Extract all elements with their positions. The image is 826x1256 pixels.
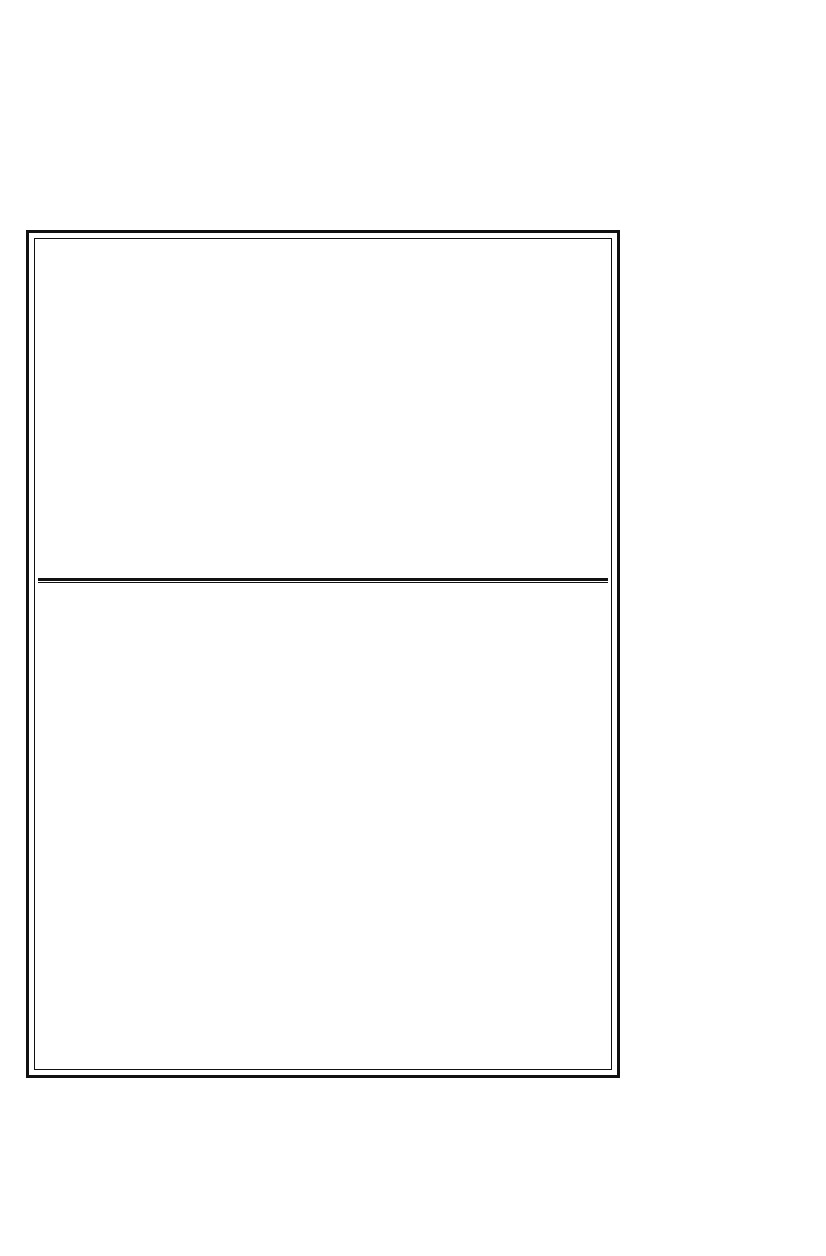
box-divider-thin xyxy=(38,582,608,583)
box-frame-inner xyxy=(34,238,612,1070)
box-divider xyxy=(38,578,608,581)
